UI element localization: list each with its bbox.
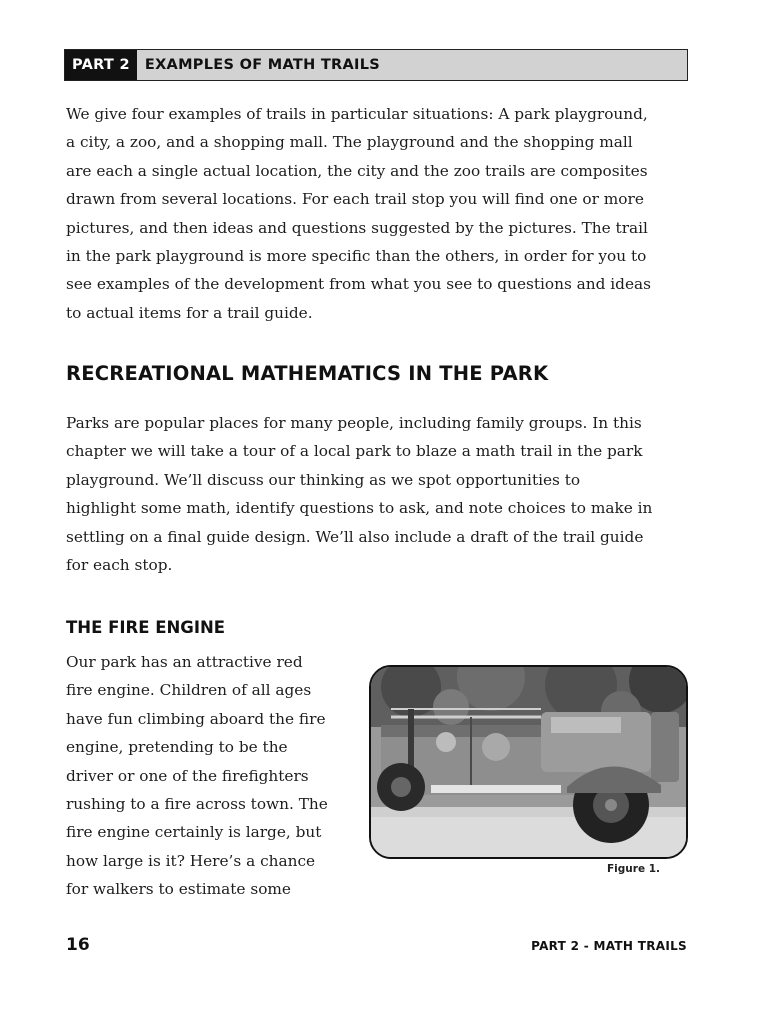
text-line: drawn from several locations. For each trail stop you will find one or more	[66, 190, 644, 209]
text-line: engine, pretending to be the	[66, 738, 288, 757]
text-line: for each stop.	[66, 556, 173, 575]
figure-caption: Figure 1.	[607, 863, 661, 875]
text-line: fire engine certainly is large, but	[66, 823, 322, 842]
text-line: have fun climbing aboard the fire	[66, 709, 326, 728]
text-line: settling on a final guide design. We’ll also include a draft of the trail guide	[66, 527, 644, 546]
text-line: fire engine. Children of all ages	[66, 681, 312, 700]
text-line: Our park has an attractive red	[66, 653, 303, 671]
fire-engine-paragraph	[66, 648, 356, 904]
text-line: see examples of the development from what you see to questions and ideas	[66, 275, 651, 294]
text-line: in the park playground is more specific than the others, in order for you to	[66, 247, 647, 266]
subsection-heading: THE FIRE ENGINE	[66, 618, 226, 637]
text-line: driver or one of the firefighters	[66, 766, 309, 785]
text-line: We give four examples of trails in particular situations: A park playground,	[66, 105, 648, 123]
text-line: highlight some math, identify questions to ask, and note choices to make in	[66, 499, 653, 518]
section-title: EXAMPLES OF MATH TRAILS	[144, 57, 381, 73]
text-line: Parks are popular places for many people, including family groups. In this	[66, 414, 642, 432]
text-line: rushing to a fire across town. The	[66, 795, 328, 814]
park-paragraph	[66, 409, 696, 579]
text-line: pictures, and then ideas and questions suggested by the pictures. The trail	[66, 218, 648, 237]
text-line: to actual items for a trail guide.	[66, 303, 313, 322]
intro-paragraph	[66, 100, 696, 327]
text-line: how large is it? Here’s a chance	[66, 851, 316, 870]
fire-engine-photo	[369, 665, 688, 859]
section-header-bar	[64, 49, 688, 81]
part-label: PART 2	[65, 50, 137, 80]
text-line: chapter we will take a tour of a local park to blaze a math trail in the park	[66, 442, 643, 461]
chapter-heading: RECREATIONAL MATHEMATICS IN THE PARK	[66, 362, 549, 385]
page-number: 16	[66, 935, 90, 955]
text-line: a city, a zoo, and a shopping mall. The playground and the shopping mall	[66, 133, 633, 152]
running-footer: PART 2 - MATH TRAILS	[531, 939, 687, 953]
text-line: are each a single actual location, the city and the zoo trails are composites	[66, 161, 648, 180]
text-line: for walkers to estimate some	[66, 880, 291, 899]
text-line: playground. We’ll discuss our thinking as we spot opportunities to	[66, 470, 581, 489]
